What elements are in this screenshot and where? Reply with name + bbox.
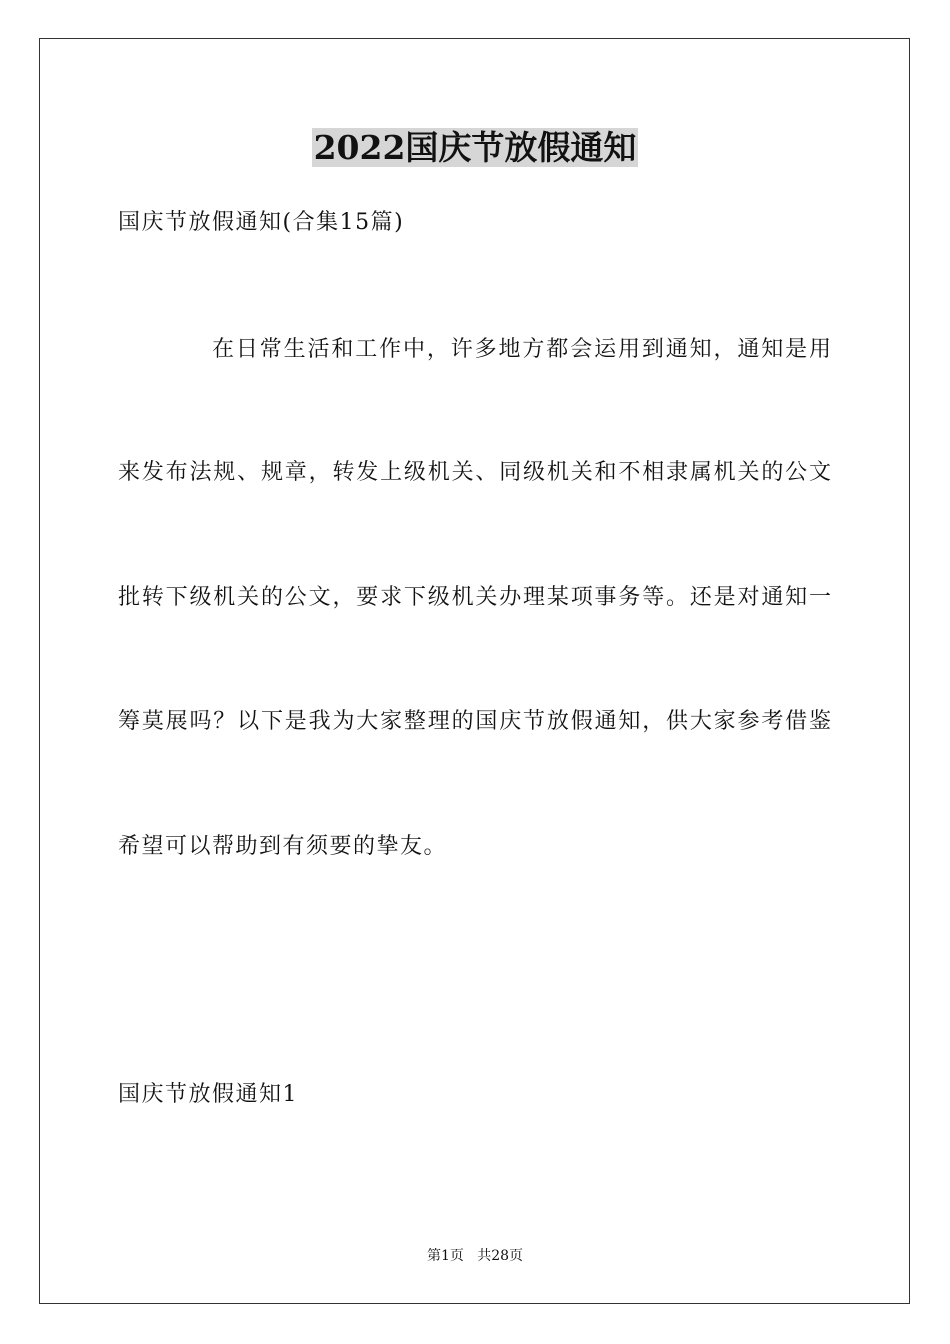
page-number-footer: 第1页 共28页: [426, 1248, 524, 1264]
paragraph-line: 筹莫展吗？以下是我为大家整理的国庆节放假通知，供大家参考借鉴: [118, 709, 831, 734]
document-title: [0, 126, 950, 170]
paragraph-line: 来发布法规、规章，转发上级机关、同级机关和不相隶属机关的公文: [118, 460, 831, 485]
paragraph-line: 希望可以帮助到有须要的挚友。: [118, 834, 448, 859]
document-title-text: 2022国庆节放假通知: [313, 128, 637, 167]
document-subtitle: 国庆节放假通知(合集15篇): [118, 210, 405, 235]
paragraph-line: 批转下级机关的公文，要求下级机关办理某项事务等。还是对通知一: [118, 585, 831, 610]
paragraph-line: 在日常生活和工作中，许多地方都会运用到通知，通知是用: [212, 337, 831, 362]
section-heading: 国庆节放假通知1: [118, 1082, 298, 1107]
